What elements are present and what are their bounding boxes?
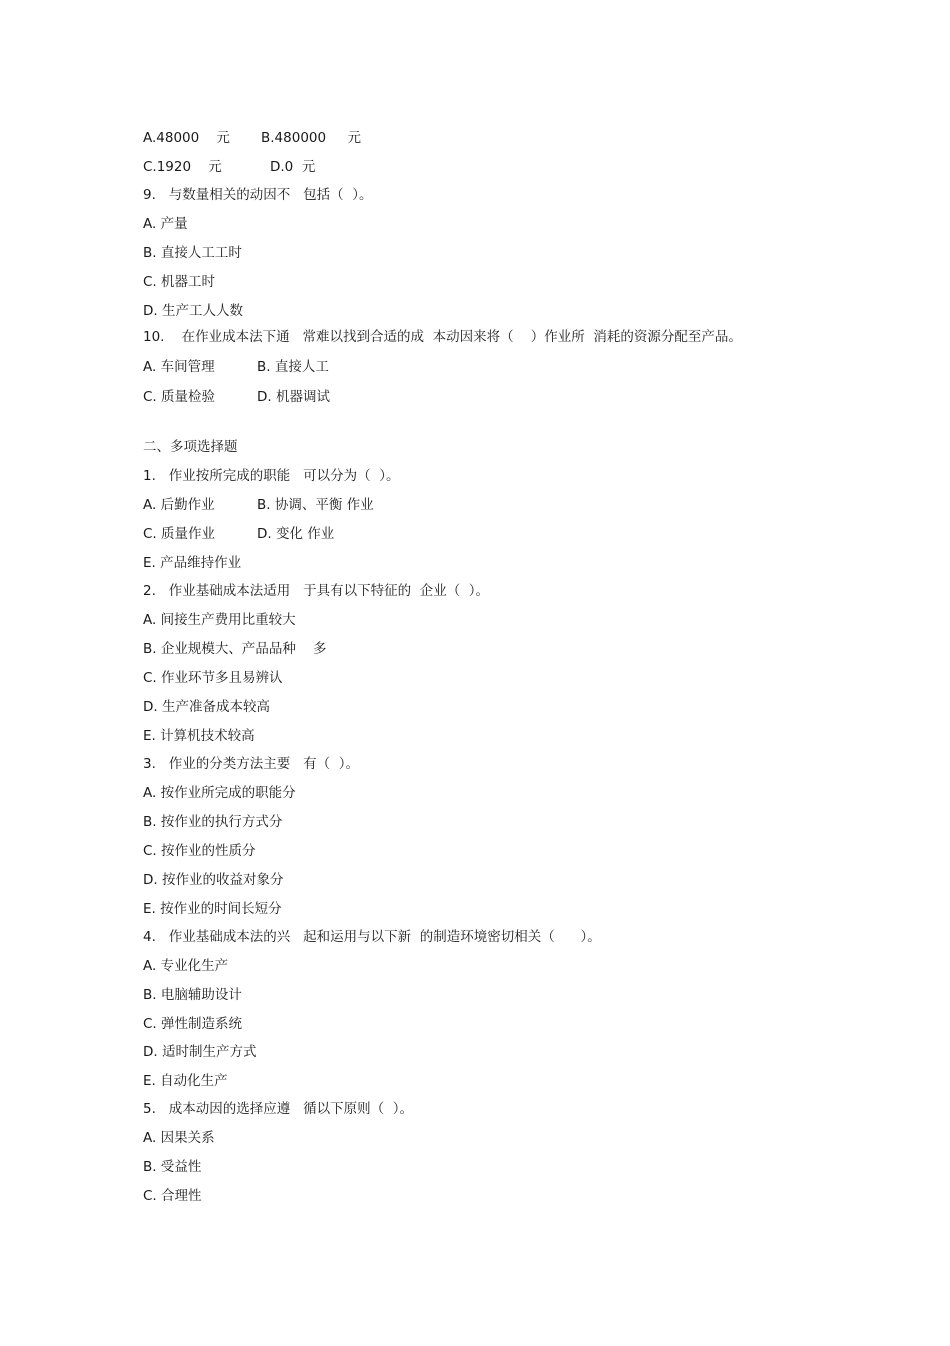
question-9-option: C. 机器工时 xyxy=(143,274,216,290)
multi-question-5-option: C. 合理性 xyxy=(143,1188,202,1204)
multi-question-2-option: D. 生产准备成本较高 xyxy=(143,699,270,715)
option-a: A.48000 元 xyxy=(143,130,230,146)
multi-question-1-option-b: B. 协调、平衡 作业 xyxy=(257,497,374,513)
option-d: D.0 元 xyxy=(270,159,316,175)
multi-question-1-option-c: C. 质量作业 xyxy=(143,526,216,542)
multi-question-3-option: E. 按作业的时间长短分 xyxy=(143,901,282,917)
option-row xyxy=(143,388,843,460)
multi-question-5-option: B. 受益性 xyxy=(143,1159,202,1175)
multi-question-4-option: A. 专业化生产 xyxy=(143,958,229,974)
multi-question-1-option-e: E. 产品维持作业 xyxy=(143,555,242,571)
multi-question-2-option: A. 间接生产费用比重较大 xyxy=(143,612,296,628)
multi-question-3-option: A. 按作业所完成的职能分 xyxy=(143,785,296,801)
section-title: 二、多项选择题 xyxy=(143,439,238,455)
multi-question-3-option: D. 按作业的收益对象分 xyxy=(143,872,284,888)
multi-question-2-option: B. 企业规模大、产品品种 多 xyxy=(143,641,327,657)
question-9-stem: 9. 与数量相关的动因不 包括（ ）。 xyxy=(143,187,373,203)
multi-question-4-stem: 4. 作业基础成本法的兴 起和运用与以下新 的制造环境密切相关（ ）。 xyxy=(143,929,601,945)
multi-question-4-option: E. 自动化生产 xyxy=(143,1073,228,1089)
multi-question-4-option: C. 弹性制造系统 xyxy=(143,1016,243,1032)
multi-question-2-option: C. 作业环节多且易辨认 xyxy=(143,670,283,686)
option-c: C.1920 元 xyxy=(143,159,222,175)
question-10-stem: 10. 在作业成本法下通 常难以找到合适的成 本动因来将（ ）作业所 消耗的资源分配至产品。 xyxy=(143,329,742,345)
question-10-option-d: D. 机器调试 xyxy=(257,389,330,405)
multi-question-1-stem: 1. 作业按所完成的职能 可以分为（ ）。 xyxy=(143,468,400,484)
multi-question-5-stem: 5. 成本动因的选择应遵 循以下原则（ ）。 xyxy=(143,1101,413,1117)
multi-question-1-option-d: D. 变化 作业 xyxy=(257,526,335,542)
question-10-option-b: B. 直接人工 xyxy=(257,359,329,375)
question-9-option: A. 产量 xyxy=(143,216,188,232)
multi-question-4-option: B. 电脑辅助设计 xyxy=(143,987,242,1003)
multi-question-3-option: C. 按作业的性质分 xyxy=(143,843,256,859)
multi-question-3-stem: 3. 作业的分类方法主要 有（ ）。 xyxy=(143,756,359,772)
question-10-option-a: A. 车间管理 xyxy=(143,359,215,375)
multi-question-2-option: E. 计算机技术较高 xyxy=(143,728,255,744)
multi-question-1-option-a: A. 后勤作业 xyxy=(143,497,215,513)
question-10-option-c: C. 质量检验 xyxy=(143,389,216,405)
multi-question-5-option: A. 因果关系 xyxy=(143,1130,215,1146)
multi-question-3-option: B. 按作业的执行方式分 xyxy=(143,814,283,830)
question-9-option: B. 直接人工工时 xyxy=(143,245,242,261)
question-9-option: D. 生产工人人数 xyxy=(143,303,243,319)
option-b: B.480000 元 xyxy=(261,130,362,146)
multi-question-2-stem: 2. 作业基础成本法适用 于具有以下特征的 企业（ ）。 xyxy=(143,583,490,599)
multi-question-4-option: D. 适时制生产方式 xyxy=(143,1044,257,1060)
